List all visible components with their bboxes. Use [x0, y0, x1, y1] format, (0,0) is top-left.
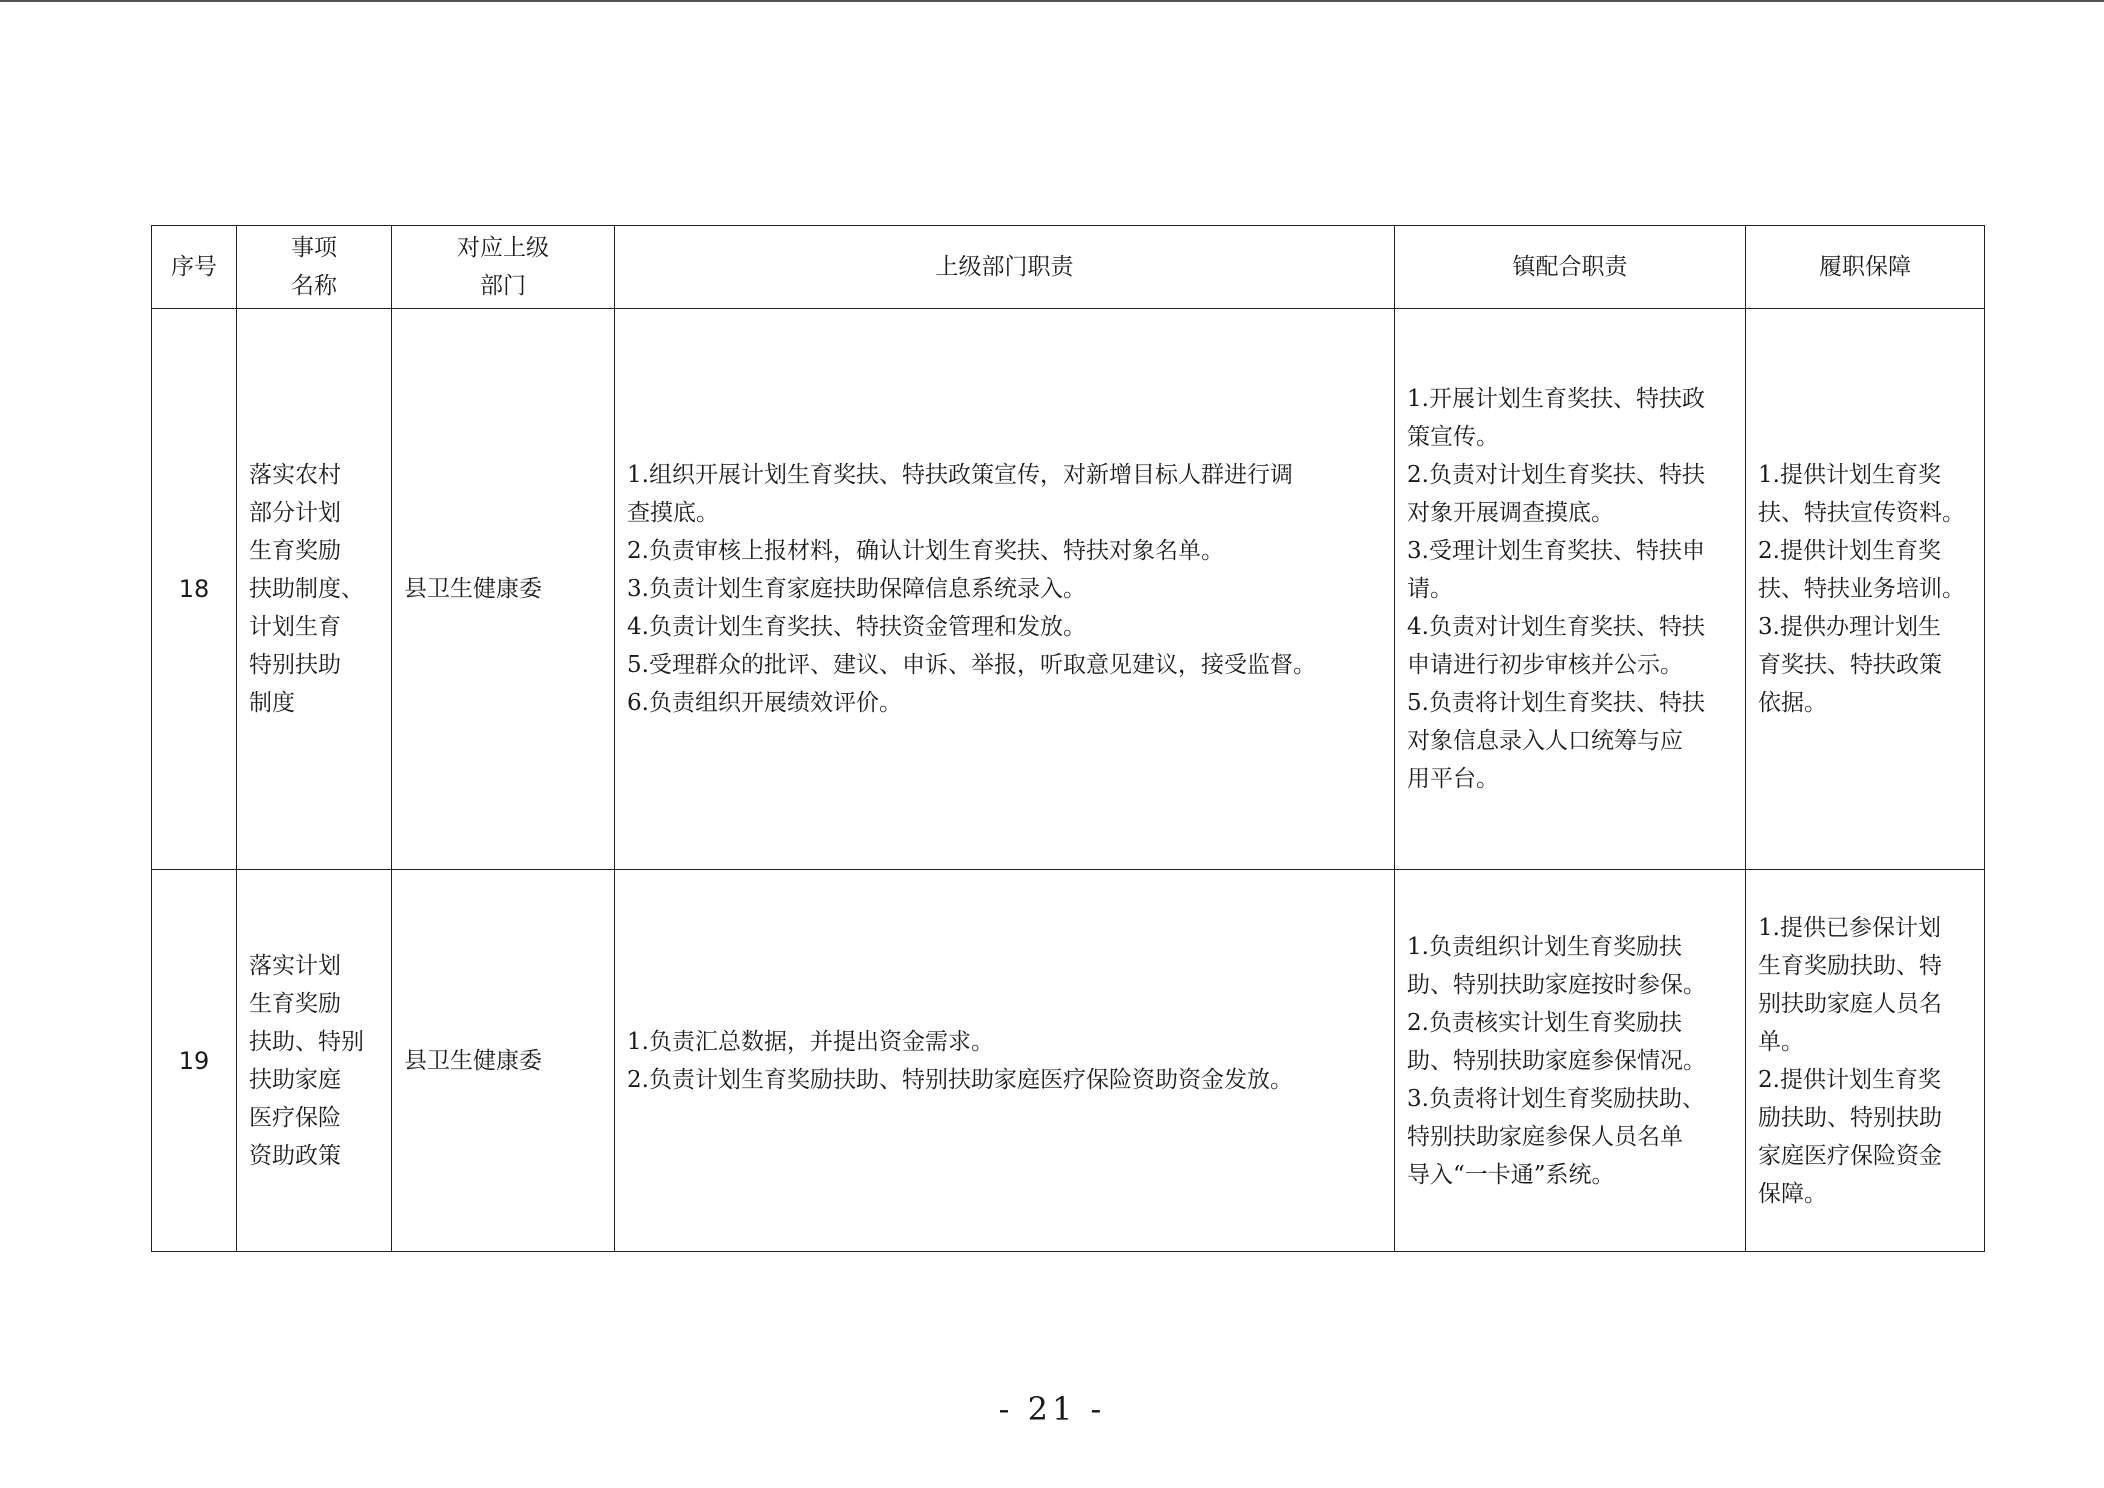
header-no: 序号	[152, 226, 237, 309]
header-dept-line1: 对应上级	[457, 235, 549, 261]
header-upper-duties: 上级部门职责	[615, 226, 1395, 309]
upper-duties-cell	[615, 309, 1395, 870]
duty-table	[151, 225, 1985, 1252]
text-line: 导入“一卡通”系统。	[1407, 1161, 1615, 1188]
text-line: 1.负责组织计划生育奖励扶	[1407, 933, 1682, 960]
text-line: 家庭医疗保险资金	[1758, 1142, 1942, 1169]
header-guarantee: 履职保障	[1746, 226, 1985, 309]
text-line: 资助政策	[249, 1142, 341, 1169]
header-town-duties: 镇配合职责	[1395, 226, 1746, 309]
text-line: 别扶助家庭人员名	[1758, 990, 1942, 1017]
text-line: 保障。	[1758, 1180, 1827, 1207]
text-line: 制度	[249, 690, 295, 716]
text-line: 3.提供办理计划生	[1758, 614, 1941, 640]
text-line: 策宣传。	[1407, 424, 1499, 450]
text-line: 扶助家庭	[249, 1066, 341, 1093]
text-line: 4.负责对计划生育奖扶、特扶	[1407, 614, 1705, 640]
text-line: 生育奖励	[249, 990, 341, 1017]
item-name-cell	[237, 309, 392, 870]
text-line: 助、特别扶助家庭按时参保。	[1407, 971, 1706, 998]
text-line: 1.提供计划生育奖	[1758, 462, 1941, 488]
text-line: 3.受理计划生育奖扶、特扶申	[1407, 538, 1705, 564]
text-line: 用平台。	[1407, 766, 1499, 792]
header-upper-dept	[392, 226, 615, 309]
text-line: 依据。	[1758, 690, 1827, 716]
text-line: 扶、特扶宣传资料。	[1758, 500, 1965, 526]
text-line: 落实计划	[249, 952, 341, 979]
guarantee-cell	[1746, 870, 1985, 1252]
text-line: 特别扶助	[249, 652, 341, 678]
text-line: 请。	[1407, 576, 1453, 602]
page-top-rule	[0, 0, 2104, 2]
text-line: 4.负责计划生育奖扶、特扶资金管理和发放。	[627, 614, 1086, 640]
text-line: 对象信息录入人口统筹与应	[1407, 728, 1683, 754]
upper-duties-cell	[615, 870, 1395, 1252]
text-line: 查摸底。	[627, 500, 719, 526]
text-line: 助、特别扶助家庭参保情况。	[1407, 1047, 1706, 1074]
text-line: 生育奖励扶助、特	[1758, 952, 1942, 979]
text-line: 5.受理群众的批评、建议、申诉、举报，听取意见建议，接受监督。	[627, 652, 1316, 678]
text-line: 扶、特扶业务培训。	[1758, 576, 1965, 602]
text-line: 3.负责计划生育家庭扶助保障信息系统录入。	[627, 576, 1086, 602]
text-line: 对象开展调查摸底。	[1407, 500, 1614, 526]
text-line: 1.负责汇总数据，并提出资金需求。	[627, 1028, 994, 1055]
text-line: 2.负责对计划生育奖扶、特扶	[1407, 462, 1705, 488]
text-line: 生育奖励	[249, 538, 341, 564]
text-line: 1.组织开展计划生育奖扶、特扶政策宣传，对新增目标人群进行调	[627, 462, 1293, 488]
text-line: 计划生育	[249, 614, 341, 640]
text-line: 2.负责核实计划生育奖励扶	[1407, 1009, 1682, 1036]
text-line: 5.负责将计划生育奖扶、特扶	[1407, 690, 1705, 716]
header-item-line2: 名称	[291, 273, 337, 299]
item-name-cell	[237, 870, 392, 1252]
text-line: 6.负责组织开展绩效评价。	[627, 690, 902, 716]
text-line: 医疗保险	[249, 1104, 341, 1131]
row-number: 19	[152, 870, 237, 1252]
text-line: 1.提供已参保计划	[1758, 914, 1941, 941]
table-row	[152, 309, 1985, 870]
text-line: 申请进行初步审核并公示。	[1407, 652, 1683, 678]
header-dept-line2: 部门	[480, 273, 526, 299]
text-line: 2.提供计划生育奖	[1758, 538, 1941, 564]
text-line: 落实农村	[249, 462, 341, 488]
text-line: 3.负责将计划生育奖励扶助、	[1407, 1085, 1705, 1112]
page-number: - 21 -	[998, 1390, 1106, 1428]
town-duties-cell	[1395, 870, 1746, 1252]
text-line: 1.开展计划生育奖扶、特扶政	[1407, 386, 1705, 412]
text-line: 2.负责计划生育奖励扶助、特别扶助家庭医疗保险资助资金发放。	[627, 1066, 1293, 1093]
header-item-name	[237, 226, 392, 309]
text-line: 2.负责审核上报材料，确认计划生育奖扶、特扶对象名单。	[627, 538, 1224, 564]
text-line: 单。	[1758, 1028, 1804, 1055]
text-line: 扶助、特别	[249, 1028, 364, 1055]
text-line: 部分计划	[249, 500, 341, 526]
row-number: 18	[152, 309, 237, 870]
text-line: 特别扶助家庭参保人员名单	[1407, 1123, 1683, 1150]
text-line: 扶助制度、	[249, 576, 364, 602]
upper-dept-cell: 县卫生健康委	[392, 309, 615, 870]
text-line: 育奖扶、特扶政策	[1758, 652, 1942, 678]
text-line: 2.提供计划生育奖	[1758, 1066, 1941, 1093]
header-row	[152, 226, 1985, 309]
town-duties-cell	[1395, 309, 1746, 870]
header-item-line1: 事项	[291, 235, 337, 261]
guarantee-cell	[1746, 309, 1985, 870]
table-row	[152, 870, 1985, 1252]
text-line: 励扶助、特别扶助	[1758, 1104, 1942, 1131]
upper-dept-cell: 县卫生健康委	[392, 870, 615, 1252]
